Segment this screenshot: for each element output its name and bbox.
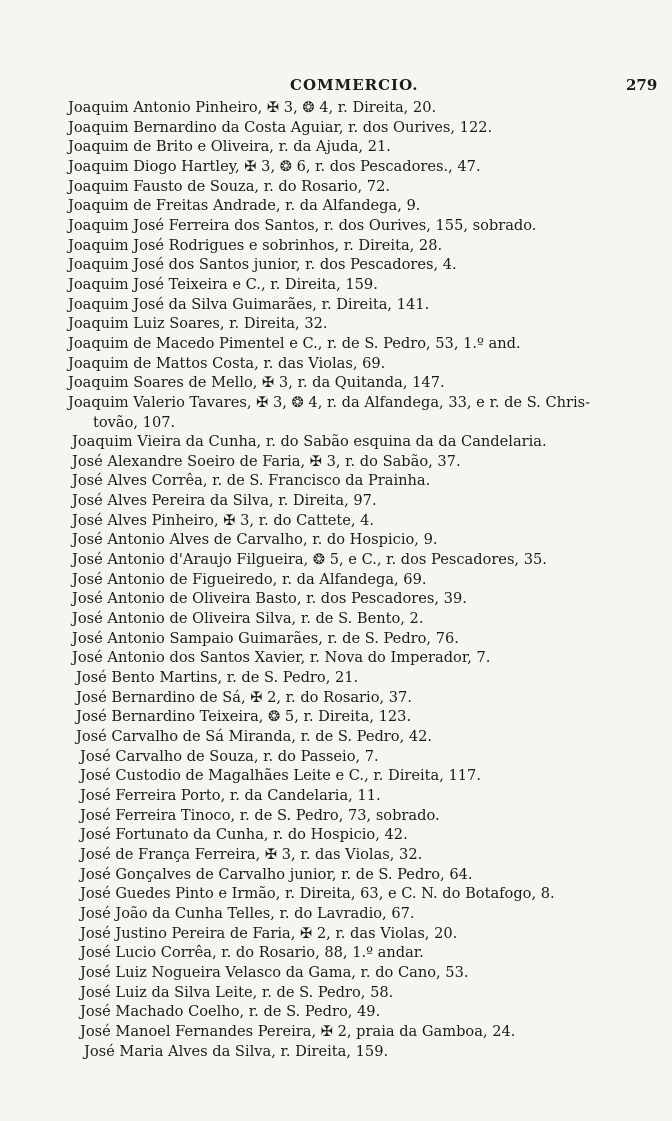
directory-entry: Joaquim de Macedo Pimentel e C., r. de S. Pedro, 53, 1.º and. [68, 334, 521, 352]
directory-entry: José Ferreira Porto, r. da Candelaria, 11. [80, 786, 381, 804]
directory-entry: Joaquim José Teixeira e C., r. Direita, 159. [68, 275, 378, 293]
directory-entry: José Bento Martins, r. de S. Pedro, 21. [76, 669, 359, 687]
directory-entry: José Alves Pinheiro, ✠ 3, r. do Cattete, 4. [72, 511, 375, 529]
directory-entry: Joaquim Vieira da Cunha, r. do Sabão esquina da da Candelaria. [72, 433, 547, 451]
directory-entry: José Antonio de Figueiredo, r. da Alfandega, 69. [72, 570, 427, 588]
directory-entry: José Justino Pereira de Faria, ✠ 2, r. das Violas, 20. [80, 924, 458, 942]
directory-entry: Joaquim de Freitas Andrade, r. da Alfandega, 9. [68, 197, 421, 215]
directory-entry: José Lucio Corrêa, r. do Rosario, 88, 1.º andar. [80, 944, 424, 962]
directory-entry: José Antonio dos Santos Xavier, r. Nova do Imperador, 7. [72, 649, 491, 667]
directory-entry: Joaquim de Brito e Oliveira, r. da Ajuda, 21. [68, 138, 391, 156]
directory-entry: Joaquim Antonio Pinheiro, ✠ 3, ❂ 4, r. Direita, 20. [68, 99, 437, 116]
directory-entry: José Luiz Nogueira Velasco da Gama, r. do Cano, 53. [80, 963, 469, 981]
directory-entry: José Alexandre Soeiro de Faria, ✠ 3, r. do Sabão, 37. [72, 452, 461, 470]
directory-entry: José Custodio de Magalhães Leite e C., r. Direita, 117. [80, 767, 481, 785]
page-header [0, 76, 672, 98]
directory-entry: tovão, 107. [93, 413, 176, 431]
directory-entry: José Gonçalves de Carvalho junior, r. de S. Pedro, 64. [80, 865, 473, 883]
directory-entry: Joaquim Fausto de Souza, r. do Rosario, 72. [68, 177, 391, 195]
directory-entry: Joaquim José Ferreira dos Santos, r. dos Ourives, 155, sobrado. [68, 216, 537, 234]
directory-entry: Joaquim Soares de Mello, ✠ 3, r. da Quitanda, 147. [68, 374, 445, 392]
directory-entry: José Maria Alves da Silva, r. Direita, 159. [84, 1042, 389, 1060]
directory-entry: Joaquim Bernardino da Costa Aguiar, r. dos Ourives, 122. [68, 118, 493, 136]
directory-entry: Joaquim Diogo Hartley, ✠ 3, ❂ 6, r. dos Pescadores., 47. [68, 157, 481, 175]
page-title: COMMERCIO. [290, 76, 419, 94]
directory-entry: José Antonio d'Araujo Filgueira, ❂ 5, e C., r. dos Pescadores, 35. [72, 551, 547, 569]
directory-entry: José Antonio Sampaio Guimarães, r. de S. Pedro, 76. [72, 629, 459, 647]
directory-entry: José Antonio de Oliveira Silva, r. de S. Bento, 2. [72, 610, 424, 628]
directory-entry: José Fortunato da Cunha, r. do Hospicio, 42. [80, 826, 408, 844]
directory-entry: Joaquim José da Silva Guimarães, r. Direita, 141. [68, 295, 430, 313]
directory-entry: José de França Ferreira, ✠ 3, r. das Violas, 32. [80, 845, 423, 863]
directory-entry: José João da Cunha Telles, r. do Lavradio, 67. [80, 904, 415, 922]
directory-entry: José Guedes Pinto e Irmão, r. Direita, 63, e C. N. do Botafogo, 8. [80, 885, 555, 903]
directory-entry: José Machado Coelho, r. de S. Pedro, 49. [80, 1003, 381, 1021]
directory-entry: José Alves Pereira da Silva, r. Direita, 97. [72, 492, 377, 510]
directory-entry: Joaquim Valerio Tavares, ✠ 3, ❂ 4, r. da Alfandega, 33, e r. de S. Chris- [68, 393, 591, 411]
directory-entries [0, 98, 672, 1061]
directory-entry: José Bernardino Teixeira, ❂ 5, r. Direita, 123. [76, 708, 412, 726]
directory-entry: José Carvalho de Sá Miranda, r. de S. Pedro, 42. [76, 728, 433, 745]
directory-entry: José Antonio Alves de Carvalho, r. do Hospicio, 9. [72, 531, 438, 549]
directory-entry: José Antonio de Oliveira Basto, r. dos Pescadores, 39. [72, 590, 467, 608]
directory-entry: José Manoel Fernandes Pereira, ✠ 2, praia da Gamboa, 24. [80, 1022, 516, 1040]
directory-entry: Joaquim José dos Santos junior, r. dos Pescadores, 4. [68, 256, 457, 274]
directory-entry: Joaquim de Mattos Costa, r. das Violas, 69. [68, 354, 386, 372]
directory-entry: Joaquim José Rodrigues e sobrinhos, r. Direita, 28. [68, 236, 443, 254]
directory-entry: Joaquim Luiz Soares, r. Direita, 32. [68, 315, 328, 333]
directory-entry: José Bernardino de Sá, ✠ 2, r. do Rosario, 37. [76, 688, 412, 706]
directory-entry: José Carvalho de Souza, r. do Passeio, 7. [80, 747, 379, 765]
page-number: 279 [626, 76, 658, 94]
directory-entry: José Alves Corrêa, r. de S. Francisco da Prainha. [72, 472, 431, 490]
directory-entry: José Ferreira Tinoco, r. de S. Pedro, 73, sobrado. [80, 806, 440, 824]
directory-entry: José Luiz da Silva Leite, r. de S. Pedro, 58. [80, 983, 394, 1001]
